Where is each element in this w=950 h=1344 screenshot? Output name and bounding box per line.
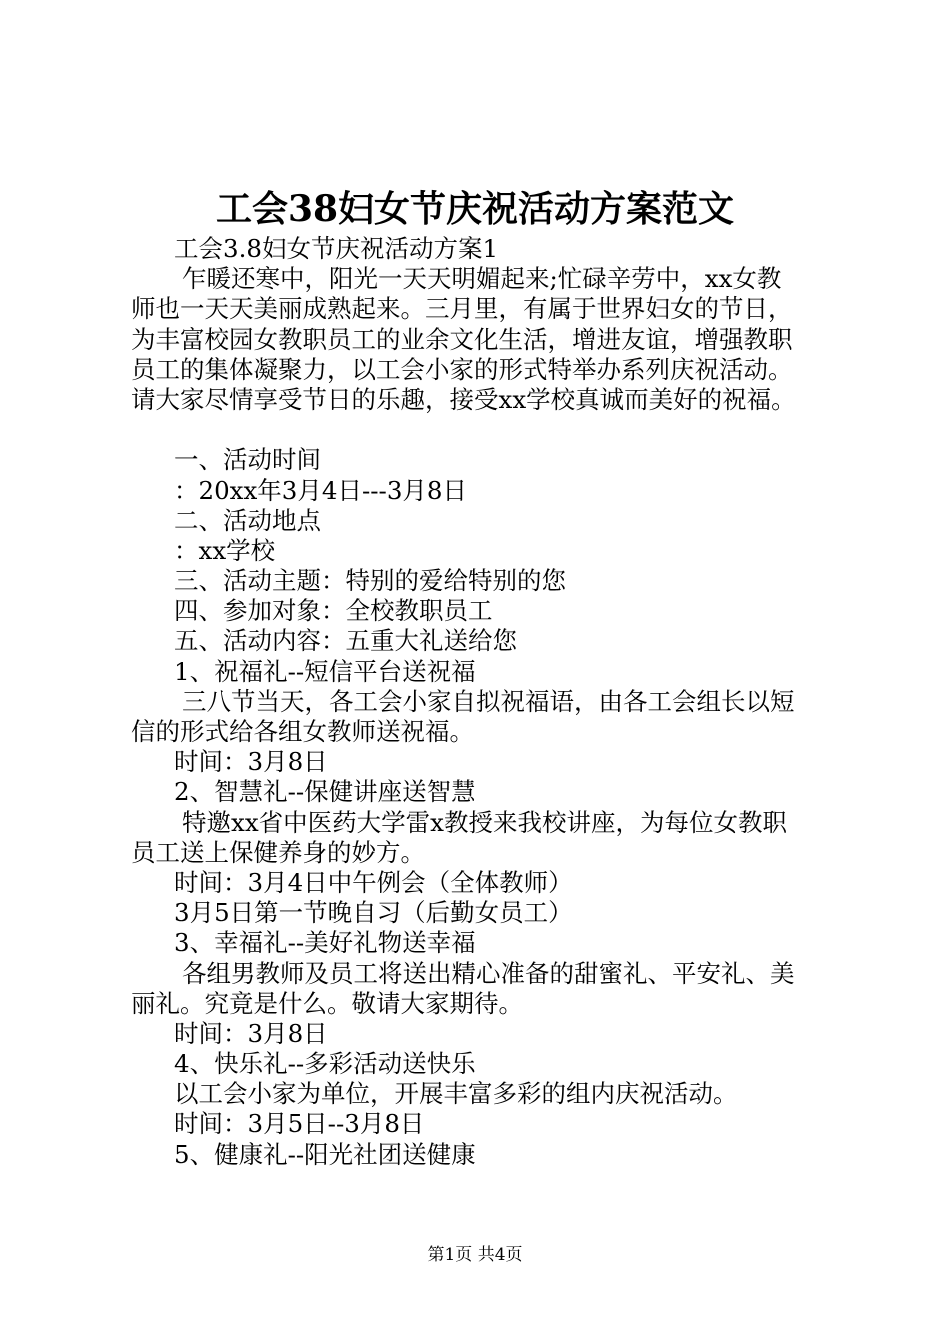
list-heading: 三、活动主题：特别的爱给特别的您 <box>174 566 566 596</box>
document-title: 工会38妇女节庆祝活动方案范文 <box>215 188 735 230</box>
paragraph-line: 乍暖还寒中，阳光一天天明媚起来;忙碌辛劳中，xx女教 <box>182 264 782 294</box>
list-heading: 一、活动时间 <box>174 445 321 475</box>
paragraph-line: 为丰富校园女教职员工的业余文化生活，增进友谊，增强教职 <box>131 324 793 354</box>
time-line: 时间：3月5日--3月8日 <box>174 1109 425 1139</box>
item-heading: 5、健康礼--阳光社团送健康 <box>174 1139 476 1169</box>
paragraph-line: 丽礼。究竟是什么。敬请大家期待。 <box>131 988 523 1018</box>
page-footer: 第1页 共4页 <box>427 1245 523 1265</box>
list-detail: ：xx学校 <box>174 535 276 565</box>
list-detail: ：20xx年3月4日---3月8日 <box>174 475 467 505</box>
time-line: 时间：3月4日中午例会（全体教师） <box>174 867 573 897</box>
list-heading: 四、参加对象：全校教职员工 <box>174 596 493 626</box>
item-heading: 2、智慧礼--保健讲座送智慧 <box>174 777 476 807</box>
section-heading: 工会3.8妇女节庆祝活动方案1 <box>174 234 499 263</box>
paragraph-line: 三八节当天，各工会小家自拟祝福语，由各工会组长以短 <box>182 686 795 716</box>
paragraph-line: 各组男教师及员工将送出精心准备的甜蜜礼、平安礼、美 <box>182 958 795 988</box>
item-heading: 4、快乐礼--多彩活动送快乐 <box>174 1049 476 1079</box>
paragraph-line: 员工的集体凝聚力，以工会小家的形式特举办系列庆祝活动。 <box>131 354 793 384</box>
time-line: 时间：3月8日 <box>174 1018 328 1048</box>
time-line: 时间：3月8日 <box>174 747 328 777</box>
list-heading: 二、活动地点 <box>174 505 321 535</box>
paragraph-line: 信的形式给各组女教师送祝福。 <box>131 717 474 746</box>
paragraph-line: 员工送上保健养身的妙方。 <box>131 837 425 867</box>
list-heading: 五、活动内容：五重大礼送给您 <box>174 626 517 656</box>
paragraph-line: 特邀xx省中医药大学雷x教授来我校讲座，为每位女教职 <box>182 807 787 837</box>
paragraph-line: 请大家尽情享受节日的乐趣，接受xx学校真诚而美好的祝福。 <box>131 384 796 414</box>
paragraph-line: 以工会小家为单位，开展丰富多彩的组内庆祝活动。 <box>174 1079 738 1109</box>
time-line: 3月5日第一节晚自习（后勤女员工） <box>174 898 573 928</box>
document-body <box>131 234 831 1170</box>
item-heading: 3、幸福礼--美好礼物送幸福 <box>174 928 476 958</box>
paragraph-line: 师也一天天美丽成熟起来。三月里，有属于世界妇女的节日， <box>131 294 793 324</box>
item-heading: 1、祝福礼--短信平台送祝福 <box>174 656 476 686</box>
blank-line <box>131 415 831 445</box>
